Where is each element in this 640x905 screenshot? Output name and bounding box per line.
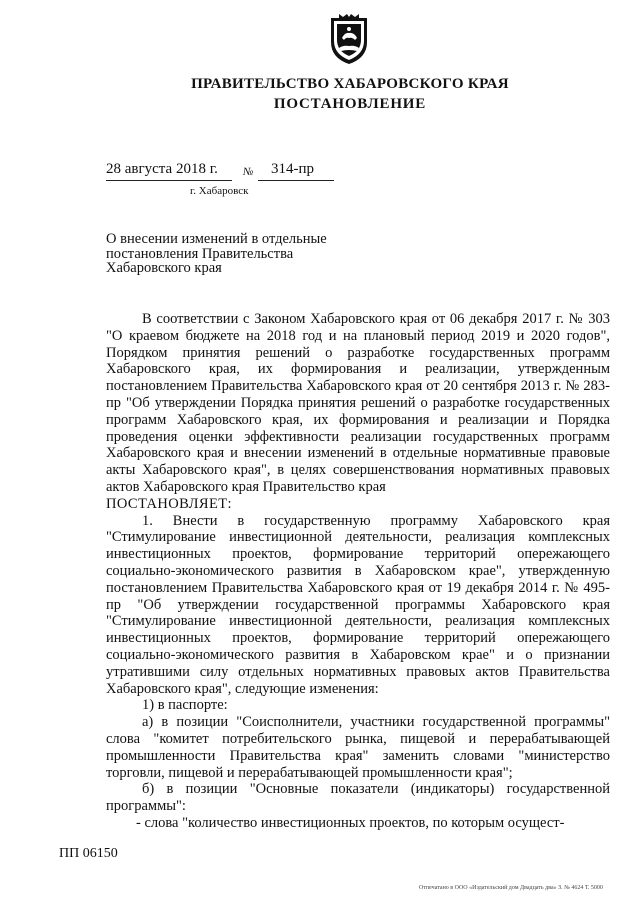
subitem-1b-paragraph: б) в позиции "Основные показатели (индикаторы) государственной программы":: [106, 781, 610, 815]
document-type: ПОСТАНОВЛЕНИЕ: [273, 96, 427, 112]
city-name: г. Хабаровск: [190, 185, 249, 197]
printer-note: Отпечатано в ООО «Издательский дом Двадцать два» З. № 4624 Т. 5000: [419, 885, 603, 891]
subitem-1-paragraph: 1) в паспорте:: [142, 697, 228, 714]
document-body: [106, 311, 610, 832]
document-date: 28 августа 2018 г.: [106, 161, 218, 177]
document-code: ПП 06150: [59, 846, 118, 861]
organization-title: ПРАВИТЕЛЬСТВО ХАБАРОВСКОГО КРАЯ: [191, 76, 509, 92]
coat-of-arms-icon: [327, 12, 371, 66]
number-underline: [258, 180, 334, 181]
resolve-heading: ПОСТАНОВЛЯЕТ:: [106, 495, 232, 512]
subitem-1a-paragraph: а) в позиции "Соисполнители, участники государственной программы" слова "комитет потребительского рынка, пищевой и перерабатывающей промышленности Правительства края" заменить словами "министерство торговли, пищевой и перерабатывающей промышленности края";: [106, 714, 610, 781]
intro-paragraph: В соответствии с Законом Хабаровского края от 06 декабря 2017 г. № 303 "О краевом бюджете на 2018 год и на плановый период 2019 и 2020 годов", Порядком принятия решений о разработке государственных программ Хабаровского края, их формирования и реализации, утвержденным постановлением Правительства Хабаровского края от 20 сентября 2013 г. № 283-пр "Об утверждении Порядка принятия решений о разработке государственных программ Хабаровского края, их формирования и реализации и Порядка проведения оценки эффективности реализации государственных программ Хабаровского края и внесении изменений в отдельные нормативные правовые акты Хабаровского края", в целях совершенствования нормативных правовых актов Хабаровского края Правительство края: [106, 311, 610, 495]
item-1-paragraph: 1. Внести в государственную программу Хабаровского края "Стимулирование инвестиционной деятельности, реализация комплексных инвестиционных проектов, формирование территорий опережающего социально-экономического развития в Хабаровском крае", утвержденную постановлением Правительства Хабаровского края от 19 декабря 2014 г. № 495-пр "Об утверждении государственной программы Хабаровского края "Стимулирование инвестиционной деятельности, реализация комплексных инвестиционных проектов, формирование территорий опережающего социально-экономического развития в Хабаровском крае" и о признании утратившими силу отдельных нормативных правовых актов Правительства Хабаровского края", следующие изменения:: [106, 512, 610, 697]
dash-item-paragraph: - слова "количество инвестиционных проектов, по которым осущест-: [136, 814, 565, 831]
date-underline: [106, 180, 232, 181]
document-subject: О внесении изменений в отдельные постановления Правительства Хабаровского края: [106, 231, 327, 276]
document-number: 314-пр: [271, 161, 315, 177]
number-sign: №: [243, 166, 254, 178]
